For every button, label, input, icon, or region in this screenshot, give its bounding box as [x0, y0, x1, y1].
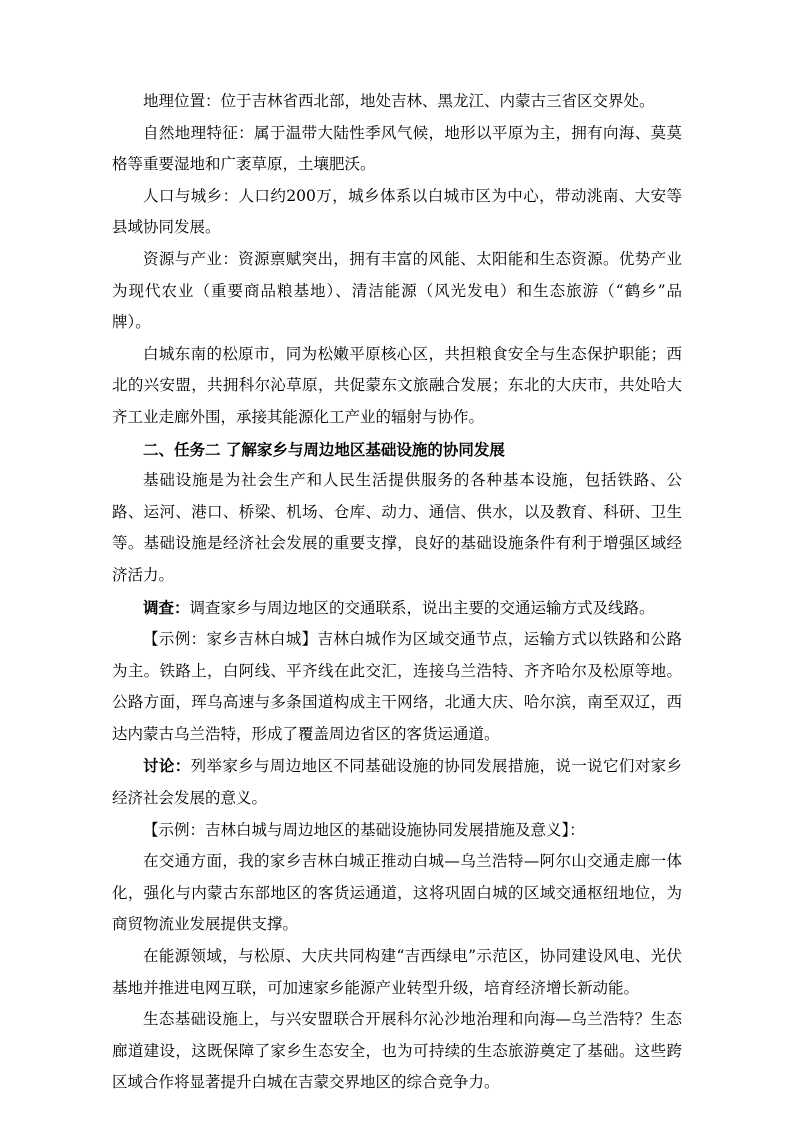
survey-text: 调查家乡与周边地区的交通联系，说出主要的交通运输方式及线路。 [189, 598, 655, 617]
paragraph-energy: 在能源领域，与松原、大庆共同构建“吉西绿电”示范区，协同建设风电、光伏基地并推进电网互联，可加速家乡能源产业转型升级，培育经济增长新动能。 [112, 947, 682, 997]
paragraph-resources: 资源与产业：资源禀赋突出，拥有丰富的风能、太阳能和生态资源。优势产业为现代农业（重要商品粮基地）、清洁能源（风光发电）和生态旅游（“鹤乡”品牌）。 [112, 249, 682, 332]
discuss-text: 列举家乡与周边地区不同基础设施的协同发展措施，说一说它们对家乡经济社会发展的意义。 [112, 757, 682, 808]
paragraph-population: 人口与城乡：人口约200万，城乡体系以白城市区为中心，带动洮南、大安等县域协同发展。 [112, 186, 682, 237]
paragraph-example-baicheng: 【示例：家乡吉林白城】吉林白城作为区域交通节点，运输方式以铁路和公路为主。铁路上，白阿线、平齐线在此交汇，连接乌兰浩特、齐齐哈尔及松原等地。公路方面，珲乌高速与多条国道构成主干网络，北通大庆、哈尔滨，南至双辽，西达内蒙古乌兰浩特，形成了覆盖周边省区的客货运通道。 [112, 630, 682, 743]
paragraph-survey [112, 592, 682, 625]
paragraph-ecology: 生态基础设施上，与兴安盟联合开展科尔沁沙地治理和向海—乌兰浩特？生态廊道建设，这既保障了家乡生态安全，也为可持续的生态旅游奠定了基础。这些跨区域合作将显著提升白城在吉蒙交界地区的综合竞争力。 [112, 1010, 682, 1092]
paragraph-nature: 自然地理特征：属于温带大陆性季风气候，地形以平原为主，拥有向海、莫莫格等重要湿地和广袤草原，土壤肥沃。 [112, 123, 682, 174]
paragraph-neighbors: 白城东南的松原市，同为松嫩平原核心区，共担粮食安全与生态保护职能；西北的兴安盟，共拥科尔沁草原，共促蒙东文旅融合发展；东北的大庆市，共处哈大齐工业走廊外围，承接其能源化工产业的辐射与协作。 [112, 344, 682, 426]
discuss-label: 讨论： [143, 756, 191, 776]
paragraph-infra-definition: 基础设施是为社会生产和人民生活提供服务的各种基本设施，包括铁路、公路、运河、港口、桥梁、机场、仓库、动力、通信、供水，以及教育、科研、卫生等。基础设施是经济社会发展的重要支撑，良好的基础设施条件有利于增强区域经济活力。 [112, 471, 682, 584]
survey-label: 调查： [143, 597, 190, 617]
section-heading-task2: 二、任务二 了解家乡与周边地区基础设施的协同发展 [143, 439, 505, 459]
paragraph-geo: 地理位置：位于吉林省西北部，地处吉林、黑龙江、内蒙古三省区交界处。 [143, 92, 655, 110]
document-page [112, 86, 682, 1099]
paragraph-discuss [112, 750, 682, 814]
paragraph-example2-title: 【示例：吉林白城与周边地区的基础设施协同发展措施及意义】： [143, 820, 585, 839]
paragraph-transport: 在交通方面，我的家乡吉林白城正推动白城—乌兰浩特—阿尔山交通走廊一体化，强化与内蒙古东部地区的客货运通道，这将巩固白城的区域交通枢纽地位，为商贸物流业发展提供支撑。 [112, 852, 682, 934]
